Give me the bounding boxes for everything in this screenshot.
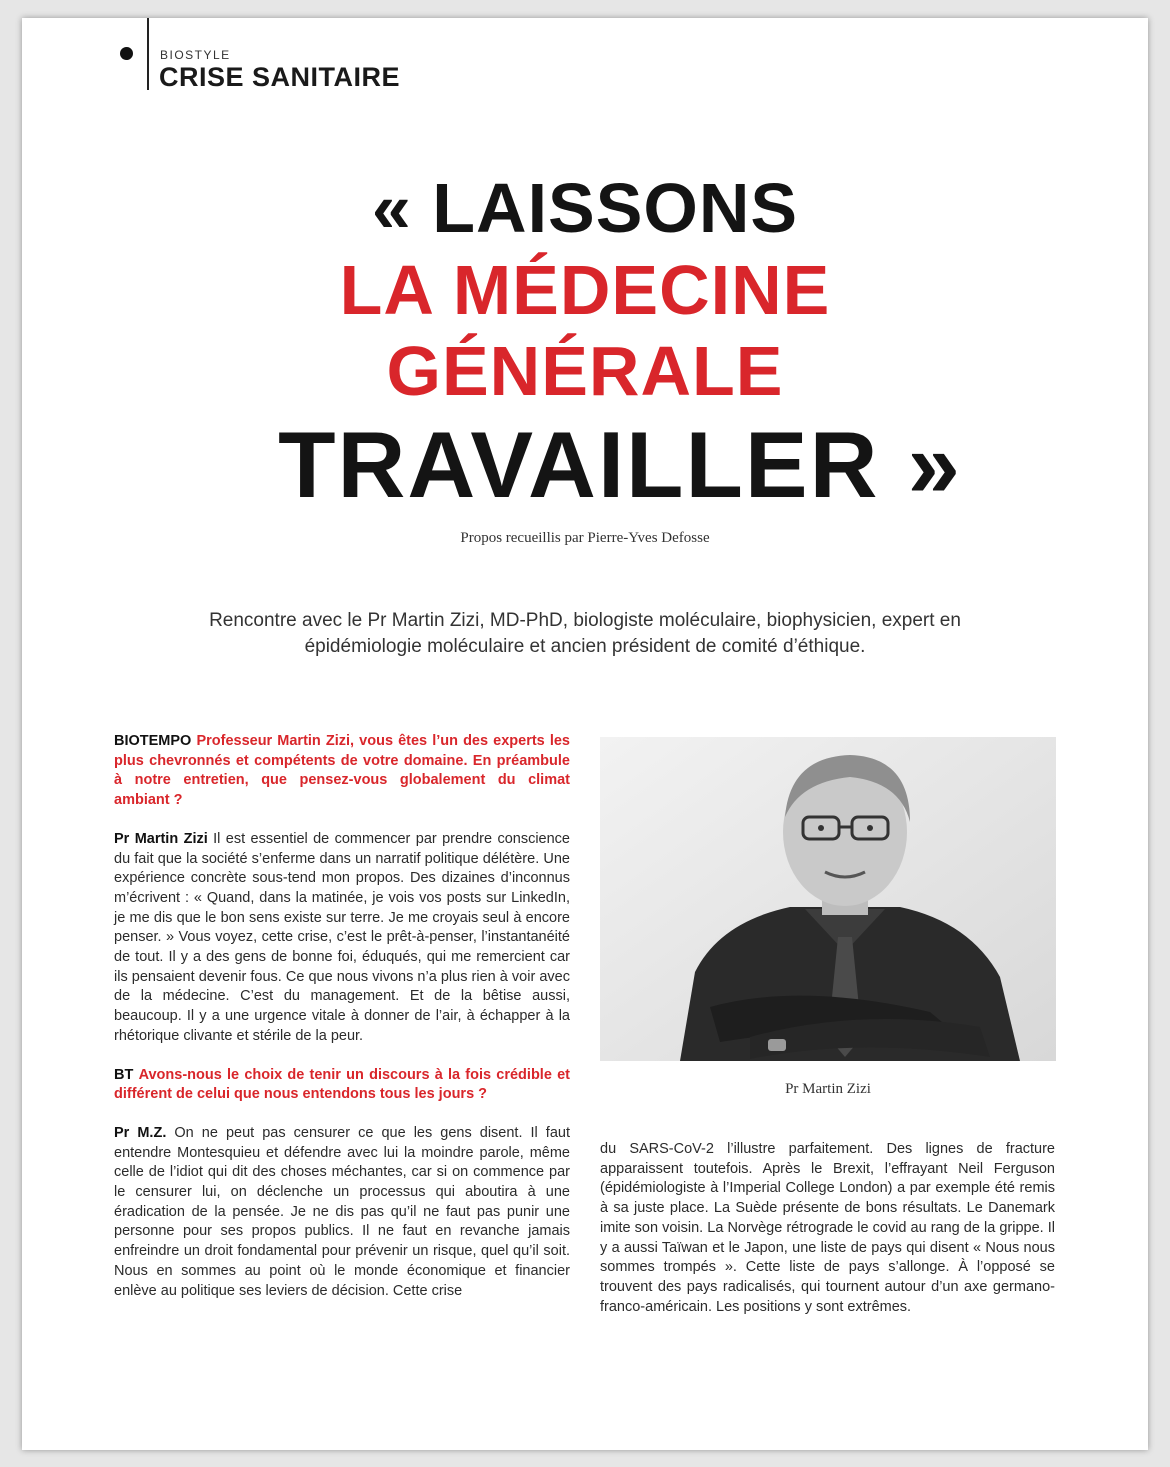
magazine-page [22, 18, 1148, 1450]
answer-2-continued: du SARS-CoV-2 l’illustre parfaitement. Des lignes de fracture apparaissent toutefois. Après le Brexit, l’effrayant Neil Ferguson (épidémiologiste à l’Imperial College London) a par exemple été remis à sa juste place. La Suède présente de bons résultats. Le Danemark imite son voisin. La Norvège rétrograde le covid au rang de la grippe. Il y a aussi Taïwan et le Japon, une liste de pays qui disent « Nous nous sommes trompés ». Cette liste de pays s’allonge. À l’opposé se trouvent des pays radicalisés, qui tournent autour d’un axe germano-franco-américain. Les positions y sont extrêmes. [600, 1141, 1055, 1315]
header-rule [147, 18, 149, 90]
headline-line-1: « LAISSONS [371, 169, 799, 247]
byline: Propos recueillis par Pierre-Yves Defosse [460, 530, 710, 546]
question-1-text: Professeur Martin Zizi, vous êtes l’un des experts les plus chevronnés et compétents de votre domaine. En préambule à notre entretien, que pensez-vous globalement du climat ambiant ? [114, 733, 570, 809]
answer-1-text: Il est essentiel de commencer par prendre conscience du fait que la société s’enferme dans un narratif politique délétère. Une expérience concrète sous-tend mon propos. Des dizaines d’inconnus m’écrivent : « Quand, dans la matinée, je vois vos posts sur LinkedIn, je me dis que le bon sens existe sur terre. Je me croyais seul à encore penser. » Vous voyez, cette crise, c’est le prêt-à-penser, l’instantanéité de tout. Il y a des gens de bonne foi, éduqués, qui me remercient car ils pensaient devenir fous. Ce que nous vivons n’a plus rien à voir avec de la médecine. C’est du management. Et de la bêtise aussi, beaucoup. Il y a une urgence vitale à donner de l’air, à échapper à la rhétorique clivante et stérile de la peur. [114, 830, 570, 1044]
answer-2 [114, 1124, 570, 1301]
headline-line-3: GÉNÉRALE [386, 332, 784, 410]
section-label: BIOSTYLE [160, 48, 231, 62]
headline-line-2: LA MÉDECINE [339, 251, 831, 329]
question-1-speaker: BIOTEMPO [114, 733, 192, 749]
answer-2-text: On ne peut pas censurer ce que les gens disent. Il faut entendre Montesquieu et défendre avec lui la moindre parole, même celle de l’idiot qui dit des choses méchantes, car si on commence par le censurer lui, on déclenche un processus qui aboutira à une éradication de la pensée. Je ne dis pas qu’il ne faut pas punir une personne pour ses propos publics. Il ne faut en revanche jamais enfreindre un droit fondamental pour prévenir un risque, quel qu’il soit. Nous en sommes au point où le monde économique et financier enlève au politique ses leviers de décision. Cette crise [114, 1124, 570, 1299]
question-2 [114, 1066, 570, 1105]
question-1 [114, 732, 570, 811]
rubric-title: CRISE SANITAIRE [159, 62, 401, 92]
article-right-column [600, 1140, 1055, 1317]
question-2-text: Avons-nous le choix de tenir un discours à la fois crédible et différent de celui que nous entendons tous les jours ? [114, 1066, 571, 1103]
question-2-speaker: BT [114, 1066, 134, 1083]
photo-caption: Pr Martin Zizi [785, 1081, 871, 1097]
lede-paragraph: Rencontre avec le Pr Martin Zizi, MD-PhD, biologiste moléculaire, biophysicien, expert en épidémiologie moléculaire et ancien président de comité d’éthique. [209, 610, 961, 657]
bullet-dot [120, 47, 133, 60]
answer-1-speaker: Pr Martin Zizi [114, 830, 208, 847]
portrait-photo [600, 737, 1056, 1061]
answer-2-speaker: Pr M.Z. [114, 1124, 167, 1141]
portrait-illustration [600, 737, 1056, 1061]
answer-1 [114, 830, 570, 1047]
headline-line-4: TRAVAILLER » [278, 412, 962, 517]
article-left-column [114, 732, 570, 1301]
